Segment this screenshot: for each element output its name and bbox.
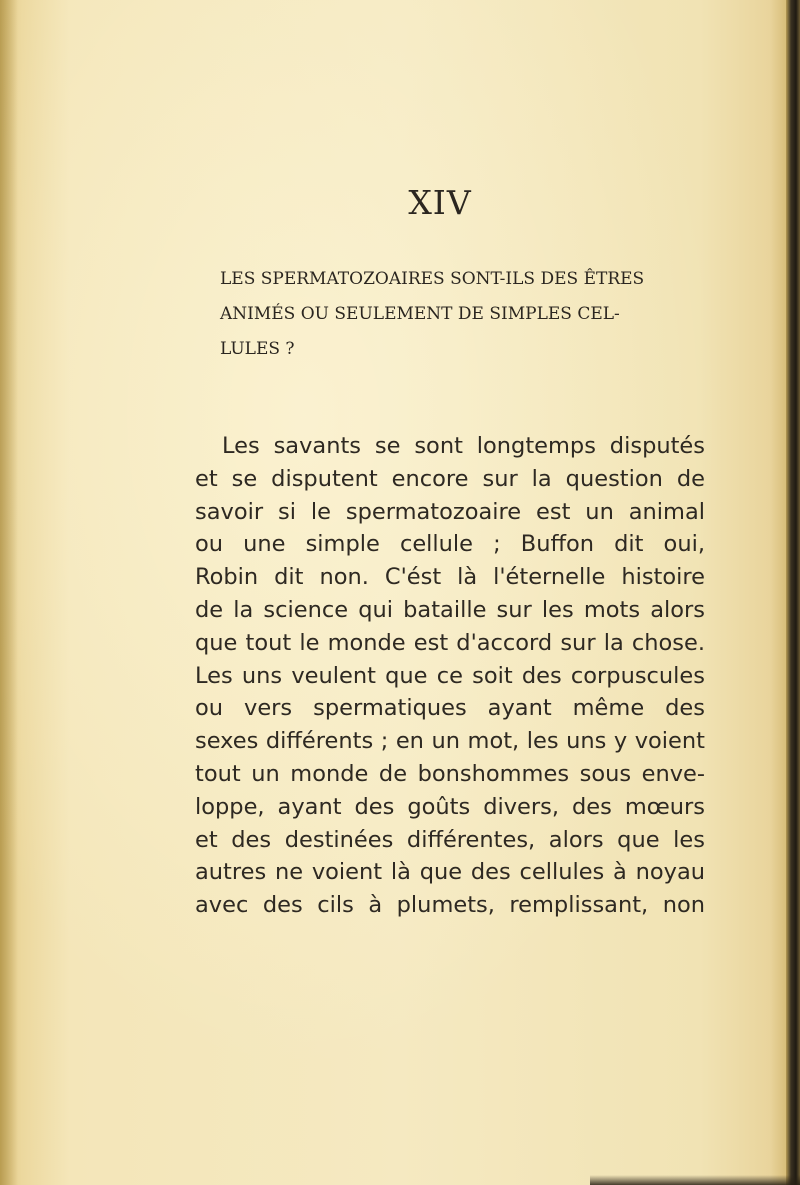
body-line: ou une simple cellule ; Buffon dit oui, bbox=[195, 531, 705, 558]
body-line: que tout le monde est d'accord sur la chose. bbox=[195, 629, 705, 656]
body-line: et se disputent encore sur la question de bbox=[195, 465, 705, 492]
body-line: savoir si le spermatozoaire est un animal bbox=[195, 498, 705, 525]
body-line: ou vers spermatiques ayant même des bbox=[195, 695, 705, 722]
chapter-title bbox=[220, 262, 700, 367]
page-edge bbox=[786, 0, 800, 1185]
body-line: avec des cils à plumets, remplissant, non bbox=[195, 892, 705, 919]
body-line: Les savants se sont longtemps disputés bbox=[222, 433, 705, 459]
page-bottom-edge bbox=[590, 1175, 800, 1185]
body-line: Robin dit non. C'ést là l'éternelle histoire bbox=[195, 564, 705, 591]
body-line: tout un monde de bonshommes sous enve- bbox=[195, 760, 705, 787]
chapter-number: XIV bbox=[408, 183, 472, 222]
body-line: de la science qui bataille sur les mots alors bbox=[195, 596, 705, 623]
body-line: loppe, ayant des goûts divers, des mœurs bbox=[195, 793, 705, 820]
body-line: et des destinées différentes, alors que les bbox=[195, 826, 705, 853]
chapter-title-line: ANIMÉS OU SEULEMENT DE SIMPLES CEL- bbox=[220, 304, 620, 324]
body-paragraph bbox=[195, 430, 705, 922]
page-gutter-shadow bbox=[0, 0, 18, 1185]
body-line: Les uns veulent que ce soit des corpuscules bbox=[195, 662, 705, 689]
body-line: autres ne voient là que des cellules à noyau bbox=[195, 859, 705, 886]
chapter-title-line: LULES ? bbox=[220, 339, 295, 359]
chapter-title-line: LES SPERMATOZOAIRES SONT-ILS DES ÊTRES bbox=[220, 269, 645, 289]
body-line: sexes différents ; en un mot, les uns y voient bbox=[195, 728, 705, 755]
